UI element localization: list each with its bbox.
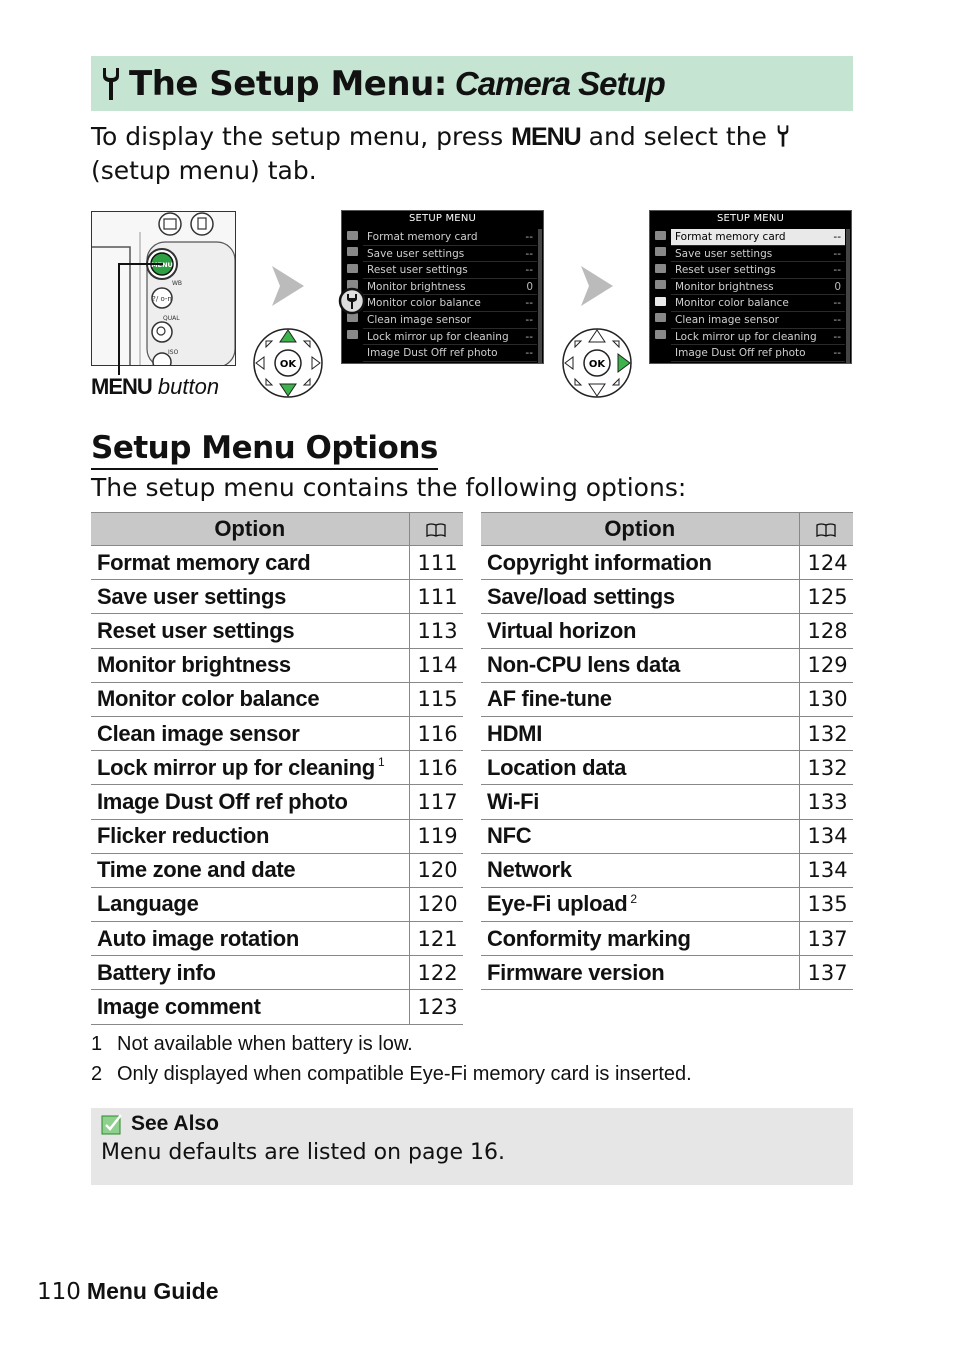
screen-tab-column bbox=[650, 227, 670, 363]
footnotes bbox=[91, 1029, 692, 1089]
option-name: Firmware version bbox=[481, 956, 799, 990]
mymenu-tab-icon bbox=[342, 326, 362, 343]
options-table-left bbox=[91, 512, 463, 1025]
screen-scrollbar bbox=[846, 229, 850, 363]
table-row bbox=[481, 546, 853, 580]
screen-row: Lock mirror up for cleaning -- bbox=[671, 329, 845, 346]
option-name: Time zone and date bbox=[91, 853, 409, 887]
page-ref: 111 bbox=[409, 546, 463, 580]
screen-row: Clean image sensor -- bbox=[363, 312, 537, 329]
table-row bbox=[91, 887, 463, 921]
selected-tab-ring bbox=[338, 287, 366, 315]
table-row bbox=[91, 546, 463, 580]
screen-scrollbar bbox=[538, 229, 542, 363]
camera-tab-icon bbox=[650, 244, 670, 261]
page-ref: 137 bbox=[799, 922, 853, 956]
page-title-bar bbox=[91, 56, 853, 111]
page-number: 110 bbox=[37, 1279, 81, 1305]
wrench-icon bbox=[99, 66, 123, 102]
multi-selector-right-icon bbox=[561, 327, 633, 399]
intro-text-3: (setup menu) tab. bbox=[91, 156, 317, 185]
caption-text: button bbox=[151, 374, 220, 399]
intro-text-2: and select the bbox=[580, 122, 775, 151]
screen-row: Save user settings -- bbox=[363, 246, 537, 263]
page-ref: 132 bbox=[799, 716, 853, 750]
table-row bbox=[91, 819, 463, 853]
page-footer bbox=[37, 1278, 219, 1305]
table-row bbox=[91, 648, 463, 682]
option-name: Save user settings bbox=[91, 580, 409, 614]
table-row bbox=[481, 853, 853, 887]
page-ref: 119 bbox=[409, 819, 463, 853]
screen-row: Reset user settings -- bbox=[363, 262, 537, 279]
camera-qual-label: QUAL bbox=[163, 315, 180, 322]
table-row bbox=[91, 853, 463, 887]
table-row bbox=[91, 956, 463, 990]
screen-row: Image Dust Off ref photo -- bbox=[363, 345, 537, 362]
page-ref: 128 bbox=[799, 614, 853, 648]
option-name: Clean image sensor bbox=[91, 716, 409, 750]
page-ref: 117 bbox=[409, 785, 463, 819]
option-name: Auto image rotation bbox=[91, 922, 409, 956]
movie-tab-icon bbox=[342, 260, 362, 277]
option-name: Image comment bbox=[91, 990, 409, 1024]
intro-paragraph bbox=[91, 120, 861, 188]
option-name: Conformity marking bbox=[481, 922, 799, 956]
arrow-right-icon bbox=[272, 266, 304, 306]
menu-keyword: MENU bbox=[511, 123, 581, 151]
options-table-right bbox=[481, 512, 853, 990]
ok-label: OK bbox=[588, 359, 606, 370]
page-ref: 130 bbox=[799, 682, 853, 716]
option-name: Monitor brightness bbox=[91, 648, 409, 682]
table-row bbox=[481, 614, 853, 648]
screen-menu-list bbox=[671, 229, 845, 362]
page-ref: 134 bbox=[799, 819, 853, 853]
table-header-row bbox=[91, 513, 463, 546]
screen-row: Clean image sensor -- bbox=[671, 312, 845, 329]
wrench-icon bbox=[775, 123, 791, 149]
screen-row-selected: Format memory card -- bbox=[671, 229, 845, 246]
column-header-page bbox=[409, 513, 463, 546]
footnote-ref: 1 bbox=[377, 755, 385, 770]
screen-row: Monitor color balance -- bbox=[363, 295, 537, 312]
page-ref: 122 bbox=[409, 956, 463, 990]
table-row bbox=[91, 751, 463, 785]
option-name: Wi-Fi bbox=[481, 785, 799, 819]
camera-wb-label: WB bbox=[172, 280, 183, 287]
table-row bbox=[91, 922, 463, 956]
option-name: AF fine-tune bbox=[481, 682, 799, 716]
wrench-tab-icon bbox=[650, 293, 670, 310]
movie-tab-icon bbox=[650, 260, 670, 277]
option-name: Language bbox=[91, 887, 409, 921]
option-name: Format memory card bbox=[91, 546, 409, 580]
playback-tab-icon bbox=[342, 227, 362, 244]
table-row bbox=[481, 716, 853, 750]
page-ref: 124 bbox=[799, 546, 853, 580]
see-also-box bbox=[91, 1108, 853, 1185]
screen-row: Monitor brightness 0 bbox=[363, 279, 537, 296]
page-ref: 116 bbox=[409, 751, 463, 785]
screen-row: Save user settings -- bbox=[671, 246, 845, 263]
option-name: NFC bbox=[481, 819, 799, 853]
page-ref: 137 bbox=[799, 956, 853, 990]
option-name: Reset user settings bbox=[91, 614, 409, 648]
column-header-option: Option bbox=[481, 513, 799, 546]
screen-row: Image Dust Off ref photo -- bbox=[671, 345, 845, 362]
arrow-right-icon bbox=[581, 266, 613, 306]
page-title: The Setup Menu: bbox=[129, 63, 447, 104]
screen-row: Lock mirror up for cleaning -- bbox=[363, 329, 537, 346]
see-also-text: Menu defaults are listed on page 16. bbox=[101, 1140, 505, 1165]
table-row bbox=[481, 580, 853, 614]
screen-row: Monitor brightness 0 bbox=[671, 279, 845, 296]
page-ref: 129 bbox=[799, 648, 853, 682]
option-name: Copyright information bbox=[481, 546, 799, 580]
page-ref: 123 bbox=[409, 990, 463, 1024]
page-ref: 120 bbox=[409, 853, 463, 887]
multi-selector-up-down-icon bbox=[252, 327, 324, 399]
caption-menu-keyword: MENU bbox=[91, 374, 152, 399]
camera-menu-label: MENU bbox=[151, 261, 173, 269]
playback-tab-icon bbox=[650, 227, 670, 244]
table-row bbox=[481, 922, 853, 956]
option-name: Non-CPU lens data bbox=[481, 648, 799, 682]
option-name: Network bbox=[481, 853, 799, 887]
option-name: Save/load settings bbox=[481, 580, 799, 614]
callout-line bbox=[117, 262, 165, 377]
footnote: 1 Not available when battery is low. bbox=[91, 1033, 413, 1055]
page-ref: 132 bbox=[799, 751, 853, 785]
page-ref: 134 bbox=[799, 853, 853, 887]
option-name: Eye-Fi upload $^2$ bbox=[481, 887, 799, 921]
table-row bbox=[91, 580, 463, 614]
table-row bbox=[481, 819, 853, 853]
table-row bbox=[91, 682, 463, 716]
footer-section: Menu Guide bbox=[86, 1278, 219, 1304]
book-icon bbox=[426, 523, 446, 537]
screen-row: Monitor color balance -- bbox=[671, 295, 845, 312]
page-ref: 114 bbox=[409, 648, 463, 682]
option-name: Image Dust Off ref photo bbox=[91, 785, 409, 819]
page-ref: 111 bbox=[409, 580, 463, 614]
option-name: Flicker reduction bbox=[91, 819, 409, 853]
table-row bbox=[481, 887, 853, 921]
retouch-tab-icon bbox=[650, 310, 670, 327]
page-ref: 120 bbox=[409, 887, 463, 921]
option-name: Virtual horizon bbox=[481, 614, 799, 648]
table-row bbox=[481, 648, 853, 682]
intro-text-1: To display the setup menu, press bbox=[91, 122, 512, 151]
setup-menu-screen-2 bbox=[649, 210, 852, 364]
camera-iso-label: ISO bbox=[168, 349, 179, 356]
menu-button-caption bbox=[91, 374, 219, 400]
table-row bbox=[481, 785, 853, 819]
option-name: Lock mirror up for cleaning $^1$ bbox=[91, 751, 409, 785]
page-ref: 125 bbox=[799, 580, 853, 614]
table-row bbox=[91, 716, 463, 750]
book-icon bbox=[816, 523, 836, 537]
column-header-page bbox=[799, 513, 853, 546]
screen-title: SETUP MENU bbox=[408, 213, 477, 224]
see-also-heading: See Also bbox=[101, 1112, 843, 1136]
column-header-option: Option bbox=[91, 513, 409, 546]
setup-menu-screen-1 bbox=[341, 210, 544, 364]
option-name: Location data bbox=[481, 751, 799, 785]
option-name: HDMI bbox=[481, 716, 799, 750]
section-intro: The setup menu contains the following options: bbox=[91, 473, 687, 502]
table-row bbox=[91, 990, 463, 1024]
table-row bbox=[481, 682, 853, 716]
page-title-italic: Camera Setup bbox=[454, 64, 665, 102]
screen-row: Reset user settings -- bbox=[671, 262, 845, 279]
ok-label: OK bbox=[279, 359, 297, 370]
page-ref: 113 bbox=[409, 614, 463, 648]
checkmark-icon bbox=[101, 1113, 123, 1135]
option-name: Monitor color balance bbox=[91, 682, 409, 716]
page-ref: 135 bbox=[799, 887, 853, 921]
screen-menu-list bbox=[363, 229, 537, 362]
table-row bbox=[91, 614, 463, 648]
footnote: 2 Only displayed when compatible Eye-Fi memory card is inserted. bbox=[91, 1063, 692, 1085]
screen-row: Format memory card -- bbox=[363, 229, 537, 246]
page-ref: 121 bbox=[409, 922, 463, 956]
screen-title: SETUP MENU bbox=[716, 213, 785, 224]
camera-tab-icon bbox=[342, 244, 362, 261]
footnote-ref: 2 bbox=[630, 892, 637, 907]
table-header-row bbox=[481, 513, 853, 546]
svg-text:?/ o-n: ?/ o-n bbox=[152, 295, 172, 303]
option-name: Battery info bbox=[91, 956, 409, 990]
section-heading: Setup Menu Options bbox=[91, 428, 438, 470]
page-ref: 115 bbox=[409, 682, 463, 716]
page-ref: 116 bbox=[409, 716, 463, 750]
pencil-tab-icon bbox=[650, 277, 670, 294]
table-row bbox=[481, 751, 853, 785]
table-row bbox=[91, 785, 463, 819]
mymenu-tab-icon bbox=[650, 326, 670, 343]
table-row bbox=[481, 956, 853, 990]
page-ref: 133 bbox=[799, 785, 853, 819]
